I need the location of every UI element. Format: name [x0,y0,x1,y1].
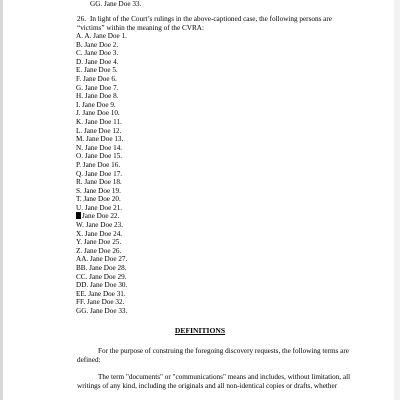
paragraph-26-text-1: In light of the Court’s rulings in the above-captioned case, the following persons are [90,15,332,23]
paragraph-26-line-1 [77,15,332,24]
list-item: N. Jane Doe 14. [76,143,123,152]
purpose-line-2: defined: [77,355,101,364]
paragraph-number: 26. [77,15,86,23]
list-item: A. A. Jane Doe 1. [76,32,127,40]
carryover-line: GG. Jane Doe 33. [90,0,142,8]
list-item: B. Jane Doe 2. [76,40,119,49]
list-item-redacted [76,212,127,221]
list-item: DD. Jane Doe 30. [76,281,128,290]
scan-left-edge [0,0,3,400]
list-item: G. Jane Doe 7. [76,83,119,92]
paragraph-26-line-2: “victims” within the meaning of the CVRA: [77,23,204,32]
list-item: BB. Jane Doe 28. [76,264,127,273]
list-item: GG. Jane Doe 33. [76,307,128,315]
documents-definition-paragraph [77,373,351,390]
list-item: C. Jane Doe 3. [76,49,119,58]
list-item: FF. Jane Doe 32. [76,298,125,307]
list-item: I. Jane Doe 9. [76,100,116,109]
list-item: S. Jane Doe 19. [76,186,121,195]
purpose-line-1: For the purpose of construing the foregoing discovery requests, the following terms are [98,347,349,355]
list-item: Y. Jane Doe 25. [76,238,122,247]
list-item: H. Jane Doe 8. [76,92,119,101]
list-item: D. Jane Doe 4. [76,57,119,66]
list-item-text: Jane Doe 22. [82,212,120,221]
list-item: W. Jane Doe 23. [76,221,124,230]
list-item: R. Jane Doe 18. [76,178,122,187]
definitions-purpose-paragraph [77,347,349,364]
list-item: CC. Jane Doe 29. [76,272,127,281]
list-item: X. Jane Doe 24. [76,229,123,238]
list-item: M. Jane Doe 13. [76,135,124,144]
list-item: P. Jane Doe 16. [76,160,121,169]
list-item: L. Jane Doe 12. [76,126,122,135]
list-item: F. Jane Doe 6. [76,74,117,83]
list-item: EE. Jane Doe 31. [76,289,126,298]
definitions-heading: DEFINITIONS [174,326,226,335]
list-item: AA. Jane Doe 27. [76,255,128,264]
list-item: Z. Jane Doe 26. [76,246,122,255]
victims-list [76,32,127,316]
scan-right-edge [394,0,400,400]
list-item: K. Jane Doe 11. [76,117,122,126]
list-item: J. Jane Doe 10. [76,109,120,118]
list-item: T. Jane Doe 20. [76,195,121,204]
term-line-2: writings of any kind, including the originals and all non-identical copies or drafts, whether [77,381,338,390]
term-line-1: The term "documents" or "communications" means and includes, without limitation, all [98,373,351,381]
list-item: Q. Jane Doe 17. [76,169,123,178]
list-item: U. Jane Doe 21. [76,203,123,212]
redaction-mark [76,212,81,219]
list-item: E. Jane Doe 5. [76,66,118,75]
paragraph-26 [77,15,332,32]
list-item: O. Jane Doe 15. [76,152,123,161]
